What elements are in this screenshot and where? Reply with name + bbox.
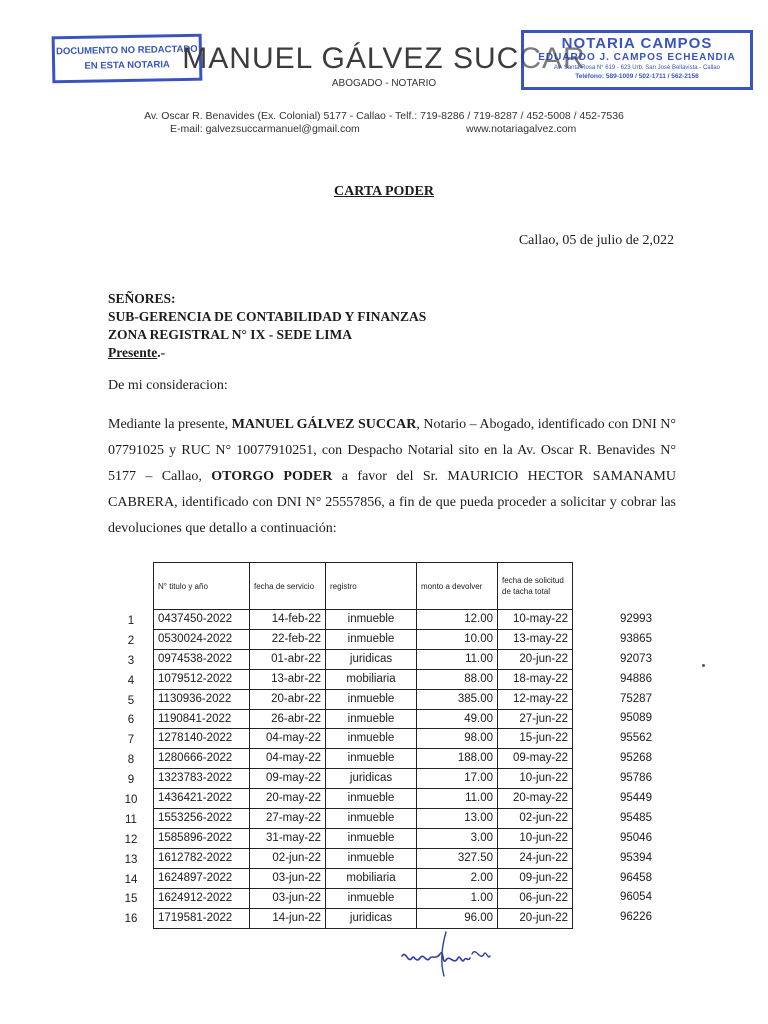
cell-titulo: 1190841-2022	[154, 709, 250, 729]
side-code: 95786	[620, 772, 652, 785]
speck-mark	[702, 664, 705, 667]
row-number: 8	[127, 754, 135, 767]
cell-solicitud: 20-jun-22	[498, 908, 573, 928]
cell-titulo: 1624912-2022	[154, 888, 250, 908]
cell-solicitud: 09-may-22	[498, 749, 573, 769]
cell-fecha: 03-jun-22	[250, 888, 326, 908]
row-number: 15	[124, 893, 138, 906]
cell-solicitud: 10-may-22	[498, 610, 573, 630]
row-number: 4	[127, 674, 135, 687]
letterhead-address: Av. Oscar R. Benavides (Ex. Colonial) 5177 - Callao - Telf.: 719-8286 / 719-8287 / 452-5008 / 452-7536	[144, 110, 624, 122]
table-row	[154, 669, 573, 689]
cell-titulo: 1624897-2022	[154, 868, 250, 888]
body-part2: , Notario – Abogado, identificado con DNI N° 07791025 y RUC N° 10077910251, con Despacho Notarial sito en la Av. Oscar R. Benavides N° 5177 – Callao,	[108, 417, 676, 484]
table-row	[154, 828, 573, 848]
document-date: Callao, 05 de julio de 2,022	[518, 233, 674, 248]
cell-monto: 98.00	[417, 729, 498, 749]
row-number: 1	[127, 615, 135, 627]
cell-titulo: 1719581-2022	[154, 908, 250, 928]
header-fecha: fecha de servicio	[250, 563, 326, 610]
row-number: 11	[125, 813, 137, 826]
side-code: 96226	[620, 911, 652, 924]
cell-monto: 13.00	[417, 809, 498, 829]
cell-fecha: 22-feb-22	[250, 629, 326, 649]
table-row	[154, 709, 573, 729]
header-solicitud: fecha de solicitud de tacha total	[498, 563, 573, 610]
cell-solicitud: 09-jun-22	[498, 868, 573, 888]
cell-registro: inmueble	[326, 629, 417, 649]
cell-fecha: 03-jun-22	[250, 868, 326, 888]
addressee-line1: SEÑORES:	[108, 291, 176, 306]
side-code: 95449	[620, 792, 652, 805]
row-number: 14	[124, 873, 138, 886]
cell-solicitud: 02-jun-22	[498, 809, 573, 829]
cell-monto: 49.00	[417, 709, 498, 729]
cell-solicitud: 18-may-22	[498, 669, 573, 689]
side-code: 95268	[620, 752, 652, 765]
cell-registro: juridicas	[326, 769, 417, 789]
row-number: 9	[127, 774, 135, 787]
side-code: 95394	[620, 851, 652, 864]
stamp-right-phone: Teléfono: 589-1009 / 502-1711 / 562-2156	[575, 73, 699, 80]
cell-registro: inmueble	[326, 848, 417, 868]
cell-registro: inmueble	[326, 749, 417, 769]
row-number: 2	[127, 634, 135, 647]
presente-label: Presente	[108, 345, 158, 360]
cell-fecha: 31-may-22	[250, 828, 326, 848]
cell-registro: inmueble	[326, 828, 417, 848]
cell-monto: 11.00	[417, 649, 498, 669]
cell-fecha: 01-abr-22	[250, 649, 326, 669]
cell-monto: 1.00	[417, 888, 498, 908]
row-number: 12	[124, 833, 138, 846]
cell-fecha: 09-may-22	[250, 769, 326, 789]
letterhead-website: www.notariagalvez.com	[466, 123, 577, 135]
cell-solicitud: 20-jun-22	[498, 649, 573, 669]
cell-fecha: 27-may-22	[250, 809, 326, 829]
cell-fecha: 20-may-22	[250, 789, 326, 809]
cell-fecha: 26-abr-22	[250, 709, 326, 729]
refund-table-wrapper	[153, 562, 573, 929]
cell-fecha: 02-jun-22	[250, 848, 326, 868]
cell-titulo: 1278140-2022	[154, 729, 250, 749]
table-row	[154, 888, 573, 908]
cell-registro: mobiliaria	[326, 868, 417, 888]
row-number: 6	[127, 714, 135, 727]
side-code: 96054	[620, 891, 652, 904]
cell-titulo: 1436421-2022	[154, 789, 250, 809]
cell-registro: juridicas	[326, 649, 417, 669]
cell-titulo: 1280666-2022	[154, 749, 250, 769]
table-row	[154, 789, 573, 809]
presente-suffix: .-	[157, 345, 166, 360]
letterhead-email: E-mail: galvezsuccarmanuel@gmail.com	[170, 123, 360, 135]
cell-registro: inmueble	[326, 689, 417, 709]
cell-registro: inmueble	[326, 709, 417, 729]
table-row	[154, 848, 573, 868]
cell-monto: 12.00	[417, 610, 498, 630]
side-code: 95089	[620, 712, 652, 725]
letterhead-name: MANUEL GÁLVEZ SUCCAR	[182, 42, 586, 75]
side-code: 96458	[620, 871, 652, 884]
row-number: 16	[124, 913, 138, 926]
stamp-left-line1: DOCUMENTO NO REDACTADO	[55, 43, 198, 58]
table-row	[154, 809, 573, 829]
table-row	[154, 649, 573, 669]
cell-solicitud: 13-may-22	[498, 629, 573, 649]
table-row	[154, 629, 573, 649]
cell-registro: mobiliaria	[326, 669, 417, 689]
table-row	[154, 610, 573, 630]
cell-monto: 188.00	[417, 749, 498, 769]
cell-titulo: 1553256-2022	[154, 809, 250, 829]
side-code: 93865	[620, 632, 652, 645]
table-row	[154, 689, 573, 709]
row-number: 10	[124, 794, 138, 807]
cell-registro: inmueble	[326, 789, 417, 809]
table-row	[154, 868, 573, 888]
stamp-right-address: Av. Santa Rosa N° 619 - 623 Urb. San José Bellavista - Callao	[554, 65, 720, 71]
body-part1: Mediante la presente,	[108, 417, 232, 432]
cell-monto: 17.00	[417, 769, 498, 789]
cell-titulo: 1585896-2022	[154, 828, 250, 848]
cell-monto: 11.00	[417, 789, 498, 809]
table-row	[154, 769, 573, 789]
side-code-column	[620, 610, 652, 928]
cell-monto: 2.00	[417, 868, 498, 888]
cell-solicitud: 10-jun-22	[498, 828, 573, 848]
body-otorgo-poder: OTORGO PODER	[211, 469, 333, 484]
document-title: CARTA PODER	[334, 184, 434, 199]
side-code: 95562	[620, 732, 652, 745]
cell-solicitud: 10-jun-22	[498, 769, 573, 789]
cell-registro: inmueble	[326, 729, 417, 749]
cell-fecha: 04-may-22	[250, 729, 326, 749]
cell-fecha: 04-may-22	[250, 749, 326, 769]
side-code: 95485	[620, 811, 652, 824]
cell-fecha: 14-jun-22	[250, 908, 326, 928]
greeting: De mi consideracion:	[108, 378, 228, 393]
table-header-row	[154, 563, 573, 610]
cell-solicitud: 24-jun-22	[498, 848, 573, 868]
cell-fecha: 14-feb-22	[250, 610, 326, 630]
table-row	[154, 908, 573, 928]
cell-titulo: 0530024-2022	[154, 629, 250, 649]
stamp-notaria-campos	[521, 30, 753, 90]
cell-fecha: 13-abr-22	[250, 669, 326, 689]
cell-titulo: 1130936-2022	[154, 689, 250, 709]
header-registro: registro	[326, 563, 417, 610]
cell-solicitud: 20-may-22	[498, 789, 573, 809]
addressee-line3: ZONA REGISTRAL N° IX - SEDE LIMA	[108, 327, 352, 342]
addressee-line4	[108, 344, 426, 362]
body-part3: a favor del Sr. MAURICIO HECTOR SAMANAMU CABRERA, identificado con DNI N° 25557856, a fin de que pueda proceder a solicitar y cobrar las devoluciones que detallo a continuación:	[108, 469, 676, 536]
cell-monto: 3.00	[417, 828, 498, 848]
side-code: 92073	[620, 652, 652, 665]
cell-monto: 10.00	[417, 629, 498, 649]
table-body	[154, 610, 573, 929]
cell-monto: 385.00	[417, 689, 498, 709]
cell-solicitud: 27-jun-22	[498, 709, 573, 729]
cell-titulo: 1079512-2022	[154, 669, 250, 689]
cell-solicitud: 06-jun-22	[498, 888, 573, 908]
cell-titulo: 0974538-2022	[154, 649, 250, 669]
cell-monto: 88.00	[417, 669, 498, 689]
body-grantor-name: MANUEL GÁLVEZ SUCCAR	[231, 417, 417, 432]
table-row	[154, 729, 573, 749]
cell-registro: juridicas	[326, 908, 417, 928]
cell-solicitud: 12-may-22	[498, 689, 573, 709]
body-paragraph	[108, 412, 676, 542]
cell-registro: inmueble	[326, 610, 417, 630]
side-code: 95046	[620, 831, 652, 844]
row-number: 5	[127, 694, 135, 707]
header-titulo: N° titulo y año	[154, 563, 250, 610]
stamp-right-notary: EDUARDO J. CAMPOS ECHEANDIA	[538, 52, 736, 63]
cell-titulo: 0437450-2022	[154, 610, 250, 630]
side-code: 92993	[620, 613, 652, 625]
side-code: 94886	[620, 672, 652, 685]
row-number-column	[120, 612, 142, 930]
cell-monto: 327.50	[417, 848, 498, 868]
table-row	[154, 749, 573, 769]
side-code: 75287	[620, 692, 652, 705]
cell-monto: 96.00	[417, 908, 498, 928]
refund-table	[153, 562, 573, 929]
signature-icon	[398, 928, 498, 983]
header-monto: monto a devolver	[417, 563, 498, 610]
cell-titulo: 1612782-2022	[154, 848, 250, 868]
stamp-right-title: NOTARIA CAMPOS	[561, 35, 713, 52]
row-number: 7	[127, 734, 135, 747]
cell-registro: inmueble	[326, 809, 417, 829]
row-number: 3	[127, 654, 135, 667]
row-number: 13	[124, 853, 138, 866]
cell-solicitud: 15-jun-22	[498, 729, 573, 749]
cell-titulo: 1323783-2022	[154, 769, 250, 789]
cell-fecha: 20-abr-22	[250, 689, 326, 709]
addressee-line2: SUB-GERENCIA DE CONTABILIDAD Y FINANZAS	[108, 309, 427, 324]
cell-registro: inmueble	[326, 888, 417, 908]
stamp-left-line2: EN ESTA NOTARIA	[84, 59, 170, 72]
addressee-block	[108, 290, 426, 362]
letterhead-subtitle: ABOGADO - NOTARIO	[331, 78, 437, 89]
